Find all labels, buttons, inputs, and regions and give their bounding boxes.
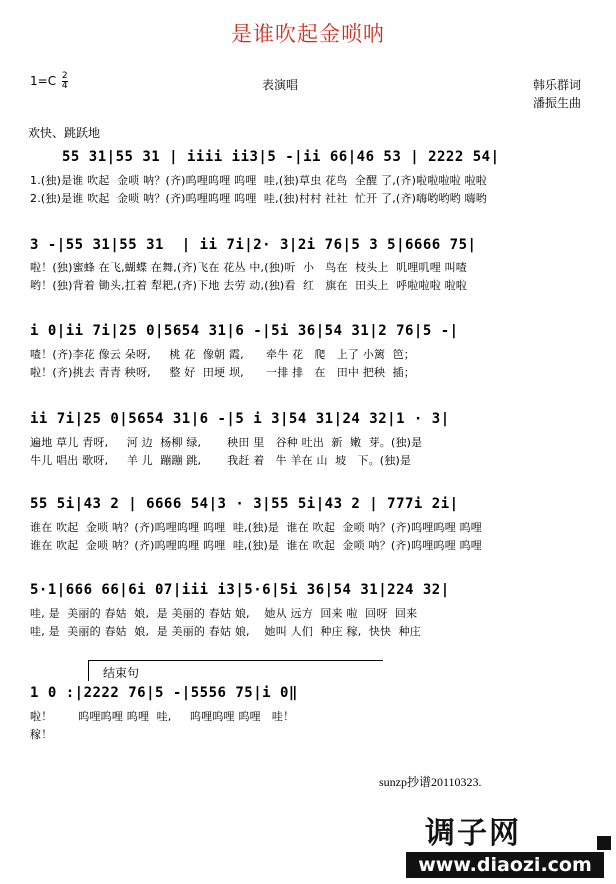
key-text: 1=C (30, 74, 57, 88)
time-signature-numerator: 2 (61, 71, 68, 81)
time-signature (62, 72, 68, 91)
ending-bracket (88, 660, 383, 681)
notation-line: 3 -|55 31|55 31 | ii 7i|2· 3|2i 76|5 3 5|6666 75| (30, 237, 477, 253)
watermark-mark (597, 836, 611, 850)
lyricist: 韩乐群词 (533, 78, 582, 92)
tempo-marking: 欢快、跳跃地 (28, 126, 101, 140)
watermark-url-bar (406, 852, 604, 878)
lyric-line: 啦！(独)蜜蜂 在飞,蝴蝶 在舞,(齐)飞在 花丛 中,(独)听 小 鸟在 枝头上 叽哩叽哩 叫喳 (30, 261, 467, 274)
lyric-line: 谁在 吹起 金唢 呐？(齐)呜哩呜哩 呜哩 哇,(独)是 谁在 吹起 金唢 呐？(齐)呜哩呜哩 呜哩 (30, 539, 482, 552)
notation-line: 5·1|666 66|6i 07|iii i3|5·6|5i 36|54 31|224 32| (30, 582, 450, 598)
time-signature-denominator: 4 (61, 81, 68, 91)
notation-line: 1 0 :|2222 76|5 -|5556 75|i 0‖ (30, 685, 298, 701)
lyric-line: 遍地 草儿 青呀, 河 边 杨柳 绿, 秧田 里 谷种 吐出 新 嫩 芽。(独)是 (30, 436, 423, 449)
notation-line: 55 5i|43 2 | 6666 54|3 · 3|55 5i|43 2 | 777i 2i| (30, 496, 459, 512)
notation-line: 55 31|55 31 | iiii ii3|5 -|ii 66|46 53 | 2222 54| (62, 149, 500, 165)
song-title: 是谁吹起金唢呐 (231, 22, 385, 46)
notation-line: i 0|ii 7i|25 0|5654 31|6 -|5i 36|54 31|2 76|5 -| (30, 323, 459, 339)
lyric-line: 牛儿 唱出 歌呀, 羊 儿 蹦蹦 跳, 我赶 着 牛 羊在 山 坡 下。(独)是 (30, 454, 412, 467)
lyric-line: 哇, 是 美丽的 春姑 娘, 是 美丽的 春姑 娘, 她叫 人们 种庄 稼, 快快 种庄 (30, 625, 422, 638)
lyric-line: 啦！(齐)挑去 青青 秧呀, 整 好 田埂 坝, 一排 排 在 田中 把秧 插； (30, 366, 415, 379)
composer: 潘振生曲 (533, 96, 582, 110)
transcriber-note: sunzp抄谱20110323. (379, 775, 482, 789)
lyric-line: 2.(独)是谁 吹起 金唢 呐？(齐)呜哩呜哩 呜哩 哇,(独)村村 社社 忙开 了,(齐)嗨哟哟哟 嗨哟 (30, 192, 487, 205)
watermark-logo: 调子网 (425, 816, 521, 851)
lyric-line: 喳！(齐)李花 像云 朵呀, 桃 花 像朝 霞, 牵牛 花 爬 上了 小篱 笆； (30, 348, 415, 361)
lyric-line: 1.(独)是谁 吹起 金唢 呐？(齐)呜哩呜哩 呜哩 哇,(独)草虫 花鸟 全醒 了,(齐)啦啦啦啦 啦啦 (30, 174, 487, 187)
lyric-line: 稼！ (30, 728, 53, 741)
watermark-url: www.diaozi.com (418, 854, 592, 876)
notation-line: ii 7i|25 0|5654 31|6 -|5 i 3|54 31|24 32|1 · 3| (30, 411, 450, 427)
performance-style: 表演唱 (262, 78, 299, 92)
lyric-line: 哇, 是 美丽的 春姑 娘, 是 美丽的 春姑 娘, 她从 远方 回来 啦 回呀 回来 (30, 607, 418, 620)
key-signature (30, 72, 68, 91)
lyric-line: 啦！ 呜哩呜哩 呜哩 哇, 呜哩呜哩 呜哩 哇！ (30, 710, 295, 723)
lyric-line: 谁在 吹起 金唢 呐？(齐)呜哩呜哩 呜哩 哇,(独)是 谁在 吹起 金唢 呐？(齐)呜哩呜哩 呜哩 (30, 521, 482, 534)
ending-label: 结束句 (103, 666, 140, 680)
lyric-line: 哟！(独)背着 锄头,扛着 犁耙,(齐)下地 去劳 动,(独)看 红 旗在 田头上 呼啦啦啦 啦啦 (30, 279, 467, 292)
